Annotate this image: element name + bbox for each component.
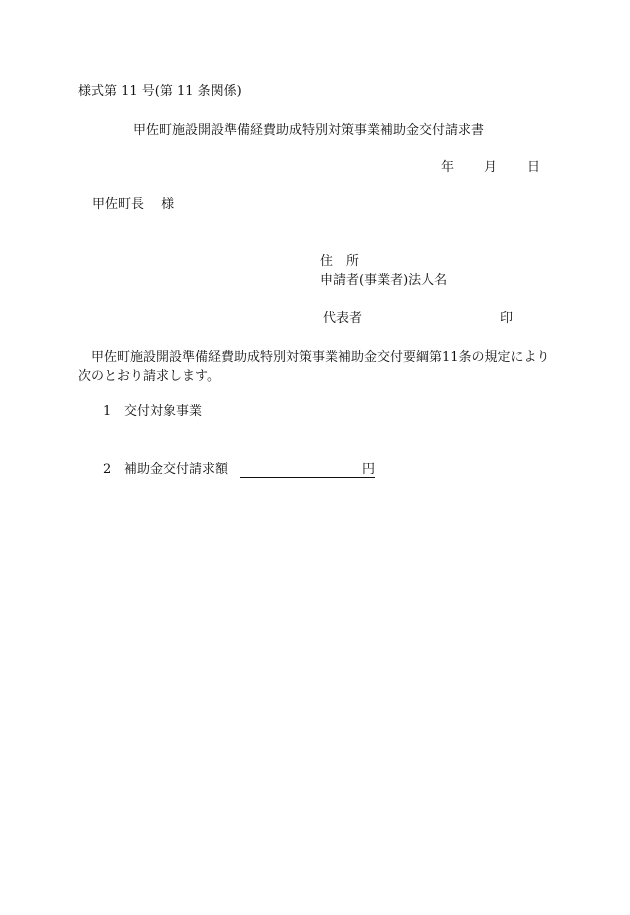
- document-title: 甲佐町施設開設準備経費助成特別対策事業補助金交付請求書: [133, 123, 485, 138]
- item-request-amount: [103, 462, 375, 478]
- item-label: 交付対象事業: [124, 404, 203, 419]
- amount-blank-line: [240, 463, 362, 478]
- representative-label: 代表者: [323, 311, 363, 326]
- yen-unit: 円: [362, 462, 376, 477]
- addressee: 甲佐町長 様: [92, 197, 175, 212]
- applicant-name-label: 申請者(事業者)法人名: [320, 273, 448, 288]
- item-label: 補助金交付請求額: [124, 462, 229, 477]
- date-month: 月: [484, 160, 498, 175]
- item-number: 1: [103, 404, 112, 419]
- address-label: 住 所: [320, 254, 360, 269]
- item-subsidy-project: [103, 404, 202, 420]
- date-line: [441, 160, 540, 176]
- seal-label: 印: [500, 311, 514, 326]
- form-number: 様式第 11 号(第 11 条関係): [78, 84, 242, 99]
- item-number: 2: [103, 462, 112, 477]
- body-text: 甲佐町施設開設準備経費助成特別対策事業補助金交付要綱第11条の規定により次のとおり請求します。: [78, 350, 550, 384]
- date-day: 日: [527, 160, 541, 175]
- date-year: 年: [441, 160, 455, 175]
